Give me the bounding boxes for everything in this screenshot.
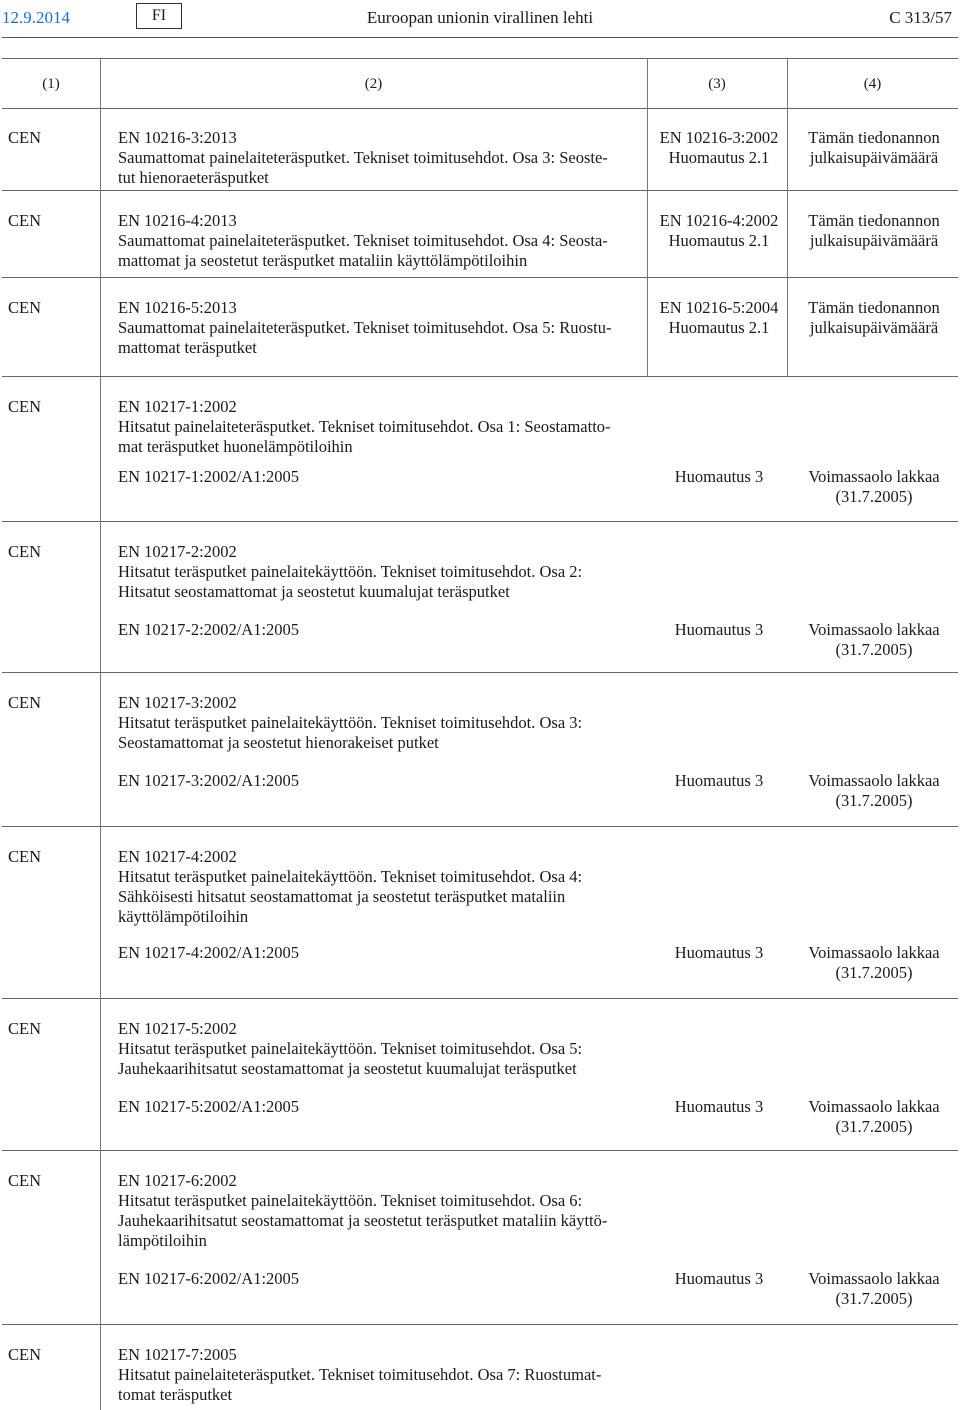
amendment-cessation: [788, 1269, 960, 1309]
standard-title-line: Saumattomat painelaiteteräsputket. Tekniset toimitusehdot. Osa 5: Ruostu-: [118, 318, 612, 337]
standard-title-line: Saumattomat painelaiteteräsputket. Tekniset toimitusehdot. Osa 4: Seosta-: [118, 231, 608, 250]
standard-title-line: Hitsatut teräsputket painelaitekäyttöön. Tekniset toimitusehdot. Osa 3:: [118, 713, 583, 732]
standard-title-cell: [118, 847, 642, 927]
cessation-text: (31.7.2005): [835, 791, 913, 810]
organisation-cell: CEN: [8, 1345, 41, 1364]
amendment-cessation: [788, 620, 960, 660]
page-number: C 313/57: [889, 8, 952, 27]
organisation-cell: CEN: [8, 847, 41, 866]
standard-title-cell: [118, 397, 642, 457]
cessation-text: julkaisupäivämäärä: [809, 318, 939, 337]
amendment-note: Huomautus 3: [674, 1097, 764, 1116]
table-row: [2, 827, 958, 999]
amendment-reference: EN 10217-5:2002/A1:2005: [118, 1097, 300, 1116]
table-row: [2, 999, 958, 1151]
cessation-text: (31.7.2005): [835, 487, 913, 506]
standard-title-line: Sähköisesti hitsatut seostamattomat ja seostetut teräsputket mataliin: [118, 887, 566, 906]
standard-reference: EN 10217-2:2002: [118, 542, 237, 561]
cessation-date-cell: [788, 128, 960, 168]
cessation-text: Voimassaolo lakkaa: [808, 1269, 940, 1288]
cessation-text: Voimassaolo lakkaa: [808, 467, 940, 486]
standard-title-cell: [118, 1171, 642, 1251]
cessation-date-cell: [788, 298, 960, 338]
organisation-cell: CEN: [8, 211, 41, 230]
cessation-text: julkaisupäivämäärä: [809, 231, 939, 250]
standard-reference: EN 10217-1:2002: [118, 397, 237, 416]
standard-title-line: Hitsatut teräsputket painelaitekäyttöön. Tekniset toimitusehdot. Osa 5:: [118, 1039, 583, 1058]
standard-reference: EN 10217-3:2002: [118, 693, 237, 712]
standard-reference: EN 10217-6:2002: [118, 1171, 237, 1190]
cessation-date-cell: [788, 211, 960, 251]
table-row: [2, 673, 958, 827]
amendment-cessation: [788, 1097, 960, 1137]
page-header: [0, 0, 960, 40]
amendment-note: Huomautus 3: [674, 620, 764, 639]
column-header-2: (2): [364, 76, 383, 92]
cessation-text: julkaisupäivämäärä: [809, 148, 939, 167]
organisation-cell: CEN: [8, 542, 41, 561]
standard-reference: EN 10216-4:2013: [118, 211, 237, 230]
organisation-cell: CEN: [8, 397, 41, 416]
table-row: [2, 191, 958, 278]
standard-title-line: Hitsatut painelaiteteräsputket. Tekniset toimitusehdot. Osa 1: Seostamatto-: [118, 417, 611, 436]
table-row: [2, 522, 958, 673]
column-header-4: (4): [863, 76, 882, 92]
standard-title-cell: [118, 1019, 642, 1079]
standard-title-line: Hitsatut teräsputket painelaitekäyttöön. Tekniset toimitusehdot. Osa 2:: [118, 562, 583, 581]
cessation-text: (31.7.2005): [835, 963, 913, 982]
standard-title-line: mat teräsputket huonelämpötiloihin: [118, 437, 353, 456]
amendment-reference: EN 10217-3:2002/A1:2005: [118, 771, 300, 790]
standard-title-line: Seostamattomat ja seostetut hienorakeiset putket: [118, 733, 439, 752]
superseded-reference: EN 10216-3:2002: [659, 128, 779, 147]
standard-title-cell: [118, 211, 642, 271]
standard-reference: EN 10217-4:2002: [118, 847, 237, 866]
cessation-text: Voimassaolo lakkaa: [808, 1097, 940, 1116]
standard-title-cell: [118, 298, 642, 358]
table-row: [2, 1151, 958, 1325]
cessation-text: Voimassaolo lakkaa: [808, 771, 940, 790]
organisation-cell: CEN: [8, 128, 41, 147]
organisation-cell: CEN: [8, 693, 41, 712]
amendment-note: Huomautus 3: [674, 771, 764, 790]
standard-title-line: Hitsatut seostamattomat ja seostetut kuumalujat teräsputket: [118, 582, 510, 601]
amendment-note: Huomautus 3: [674, 943, 764, 962]
table-top-border: [2, 58, 958, 59]
journal-title: Euroopan unionin virallinen lehti: [366, 8, 594, 27]
standard-title-line: tomat teräsputket: [118, 1385, 233, 1404]
standard-title-line: Hitsatut painelaiteteräsputket. Tekniset toimitusehdot. Osa 7: Ruostumat-: [118, 1365, 602, 1384]
standard-title-line: mattomat ja seostetut teräsputket mataliin käyttölämpötiloihin: [118, 251, 528, 270]
standard-title-line: lämpötiloihin: [118, 1231, 207, 1250]
cessation-text: (31.7.2005): [835, 1117, 913, 1136]
header-divider: [2, 37, 958, 38]
cessation-text: Tämän tiedonannon: [808, 298, 940, 317]
superseded-note: Huomautus 2.1: [668, 318, 770, 337]
amendment-reference: EN 10217-4:2002/A1:2005: [118, 943, 300, 962]
standard-reference: EN 10216-3:2013: [118, 128, 237, 147]
standard-title-line: Saumattomat painelaiteteräsputket. Tekniset toimitusehdot. Osa 3: Seoste-: [118, 148, 608, 167]
organisation-cell: CEN: [8, 298, 41, 317]
amendment-note: Huomautus 3: [674, 1269, 764, 1288]
cessation-text: Tämän tiedonannon: [808, 211, 940, 230]
column-header-3: (3): [708, 76, 726, 92]
standard-reference: EN 10216-5:2013: [118, 298, 237, 317]
amendment-reference: EN 10217-2:2002/A1:2005: [118, 620, 300, 639]
standard-reference: EN 10217-5:2002: [118, 1019, 237, 1038]
cessation-text: (31.7.2005): [835, 1289, 913, 1308]
standard-reference: EN 10217-7:2005: [118, 1345, 237, 1364]
amendment-cessation: [788, 467, 960, 507]
standard-title-line: Jauhekaarihitsatut seostamattomat ja seostetut kuumalujat teräsputket: [118, 1059, 577, 1078]
cessation-text: Voimassaolo lakkaa: [808, 943, 940, 962]
superseded-note: Huomautus 2.1: [668, 148, 770, 167]
standard-title-cell: [118, 1345, 642, 1405]
amendment-cessation: [788, 943, 960, 983]
standard-title-line: tut hienoraeteräsputket: [118, 168, 269, 187]
standard-title-cell: [118, 542, 642, 602]
table-row: [2, 278, 958, 377]
amendment-note: Huomautus 3: [674, 467, 764, 486]
standard-title-line: käyttölämpötiloihin: [118, 907, 249, 926]
table-row: [2, 377, 958, 522]
organisation-cell: CEN: [8, 1019, 41, 1038]
amendment-reference: EN 10217-1:2002/A1:2005: [118, 467, 300, 486]
cessation-text: Tämän tiedonannon: [808, 128, 940, 147]
cessation-text: (31.7.2005): [835, 640, 913, 659]
superseded-reference: EN 10216-4:2002: [659, 211, 779, 230]
publication-date[interactable]: 12.9.2014: [2, 8, 70, 27]
standard-title-line: Hitsatut teräsputket painelaitekäyttöön. Tekniset toimitusehdot. Osa 4:: [118, 867, 583, 886]
amendment-cessation: [788, 771, 960, 811]
table-row: [2, 1325, 958, 1409]
standard-title-line: Jauhekaarihitsatut seostamattomat ja seostetut teräsputket mataliin käyttö-: [118, 1211, 608, 1230]
superseded-standard-cell: [650, 128, 788, 168]
superseded-standard-cell: [650, 298, 788, 338]
table-row: [2, 108, 958, 191]
column-header-1: (1): [42, 76, 60, 92]
standard-title-line: mattomat teräsputket: [118, 338, 257, 357]
standard-title-line: Hitsatut teräsputket painelaitekäyttöön. Tekniset toimitusehdot. Osa 6:: [118, 1191, 583, 1210]
standard-title-cell: [118, 693, 642, 753]
standard-title-cell: [118, 128, 642, 188]
superseded-note: Huomautus 2.1: [668, 231, 770, 250]
organisation-cell: CEN: [8, 1171, 41, 1190]
cessation-text: Voimassaolo lakkaa: [808, 620, 940, 639]
language-code-box: FI: [136, 3, 182, 29]
amendment-reference: EN 10217-6:2002/A1:2005: [118, 1269, 300, 1288]
superseded-standard-cell: [650, 211, 788, 251]
superseded-reference: EN 10216-5:2004: [659, 298, 779, 317]
